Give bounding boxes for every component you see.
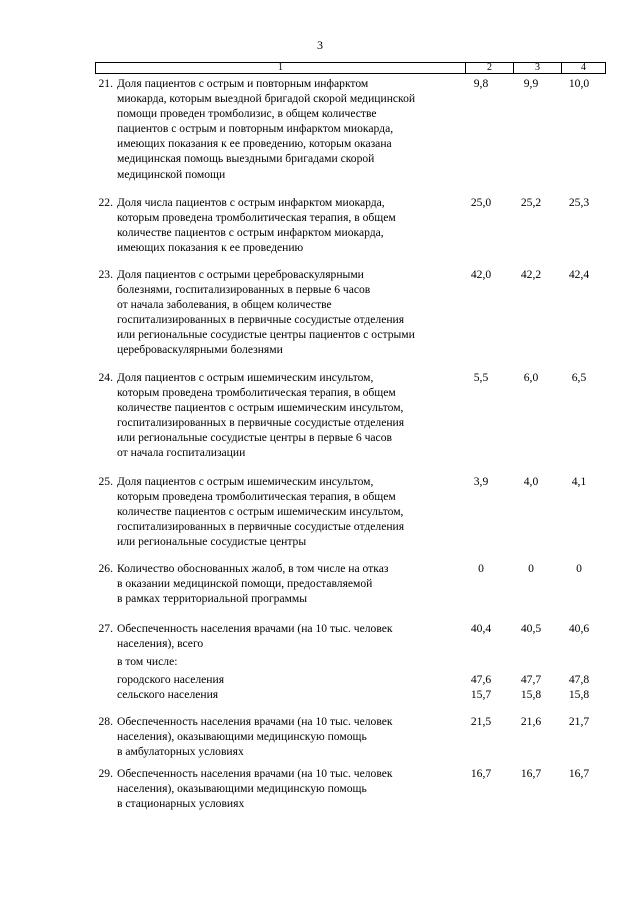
- description-line: госпитализированных в первичные сосудистые отделения: [117, 520, 405, 534]
- value-col-2: 5,5: [473, 371, 489, 384]
- row-description: [117, 672, 462, 687]
- description-line: Обеспеченность населения врачами (на 10 тыс. человек: [117, 767, 393, 780]
- row-description: [117, 474, 462, 549]
- description-line: пациентов с острым и повторным инфарктом миокарда,: [117, 122, 394, 136]
- value-col-4: 10,0: [568, 77, 590, 90]
- value-col-4: 4,1: [571, 475, 587, 488]
- value-col-3: 47,7: [520, 673, 542, 686]
- value-col-4: 42,4: [568, 268, 590, 281]
- row-number: 28.: [98, 715, 113, 728]
- column-header-3: 3: [514, 63, 562, 74]
- row-number: 26.: [98, 562, 113, 575]
- column-header-1: 1: [96, 63, 466, 74]
- description-line: в рамках территориальной программы: [117, 592, 308, 606]
- description-line: медицинской помощи: [117, 167, 226, 181]
- row-description: [117, 714, 462, 759]
- row-description: [117, 687, 462, 702]
- description-line: имеющих показания к ее проведению: [117, 241, 304, 255]
- row-number: 25.: [98, 475, 113, 488]
- value-col-4: 15,8: [568, 688, 590, 701]
- value-col-3: 42,2: [520, 268, 542, 281]
- value-col-3: 9,9: [523, 77, 539, 90]
- value-col-3: 6,0: [523, 371, 539, 384]
- description-line: Количество обоснованных жалоб, в том числе на отказ: [117, 562, 389, 575]
- description-line: населения), всего: [117, 637, 204, 651]
- description-line: от начала госпитализации: [117, 446, 246, 460]
- description-line: или региональные сосудистые центры: [117, 535, 307, 549]
- column-header-2: 2: [466, 63, 514, 74]
- row-number: 23.: [98, 268, 113, 281]
- description-line: медицинская помощь выездными бригадами скорой: [117, 152, 375, 166]
- value-col-2: 21,5: [470, 715, 492, 728]
- description-line: госпитализированных в первичные сосудистые отделения: [117, 416, 405, 430]
- description-line: населения), оказывающими медицинскую помощь: [117, 730, 367, 744]
- value-col-4: 6,5: [571, 371, 587, 384]
- value-col-3: 21,6: [520, 715, 542, 728]
- description-line: или региональные сосудистые центры в первые 6 часов: [117, 431, 392, 445]
- value-col-2: 15,7: [470, 688, 492, 701]
- value-col-4: 16,7: [568, 767, 590, 780]
- row-description: [117, 621, 462, 651]
- description-line: Доля числа пациентов с острым инфарктом миокарда,: [117, 196, 385, 209]
- description-line: от начала заболевания, в общем количестве: [117, 298, 332, 312]
- column-header-4: 4: [562, 63, 606, 74]
- row-number: 27.: [98, 622, 113, 635]
- description-line: в стационарных условиях: [117, 797, 245, 811]
- description-line: Доля пациентов с острым и повторным инфарктом: [117, 77, 369, 90]
- value-col-4: 25,3: [568, 196, 590, 209]
- description-line: которым проведена тромболитическая терапия, в общем: [117, 490, 396, 504]
- value-col-3: 15,8: [520, 688, 542, 701]
- value-col-4: 40,6: [568, 622, 590, 635]
- row-number: 24.: [98, 371, 113, 384]
- value-col-3: 16,7: [520, 767, 542, 780]
- row-description: [117, 267, 462, 358]
- description-line: количестве пациентов с острым ишемическим инсультом,: [117, 505, 404, 519]
- value-col-2: 47,6: [470, 673, 492, 686]
- row-number: 29.: [98, 767, 113, 780]
- description-line: городского населения: [117, 673, 225, 686]
- description-line: имеющих показания к ее проведению, которым оказана: [117, 137, 392, 151]
- description-line: которым проведена тромболитическая терапия, в общем: [117, 211, 396, 225]
- description-line: Обеспеченность населения врачами (на 10 тыс. человек: [117, 622, 393, 635]
- value-col-3: 25,2: [520, 196, 542, 209]
- description-line: населения), оказывающими медицинскую помощь: [117, 782, 367, 796]
- description-line: в оказании медицинской помощи, предоставляемой: [117, 577, 373, 591]
- description-line: количестве пациентов с острым инфарктом миокарда,: [117, 226, 384, 240]
- row-description: [117, 370, 462, 461]
- description-line: миокарда, которым выездной бригадой скорой медицинской: [117, 92, 416, 106]
- value-col-3: 4,0: [523, 475, 539, 488]
- page-number: 3: [317, 38, 323, 52]
- indicator-table-header: [95, 62, 606, 74]
- row-number: 22.: [98, 196, 113, 209]
- value-col-2: 0: [478, 562, 484, 575]
- description-line: в амбулаторных условиях: [117, 745, 244, 759]
- value-col-2: 25,0: [470, 196, 492, 209]
- description-line: которым проведена тромболитическая терапия, в общем: [117, 386, 396, 400]
- row-description: [117, 76, 462, 182]
- description-line: Доля пациентов с острым ишемическим инсультом,: [117, 371, 374, 384]
- value-col-4: 21,7: [568, 715, 590, 728]
- row-number: 21.: [98, 77, 113, 90]
- value-col-2: 42,0: [470, 268, 492, 281]
- value-col-2: 9,8: [473, 77, 489, 90]
- row-description: [117, 654, 462, 669]
- description-line: в том числе:: [117, 655, 178, 668]
- description-line: цереброваскулярными болезнями: [117, 343, 283, 357]
- row-description: [117, 766, 462, 811]
- description-line: Обеспеченность населения врачами (на 10 тыс. человек: [117, 715, 393, 728]
- row-description: [117, 561, 462, 606]
- description-line: Доля пациентов с острыми цереброваскулярными: [117, 268, 364, 281]
- row-description: [117, 195, 462, 255]
- value-col-4: 47,8: [568, 673, 590, 686]
- description-line: госпитализированных в первичные сосудистые отделения: [117, 313, 405, 327]
- description-line: Доля пациентов с острым ишемическим инсультом,: [117, 475, 374, 488]
- description-line: или региональные сосудистые центры пациентов с острыми: [117, 328, 415, 342]
- description-line: помощи проведен тромболизис, в общем количестве: [117, 107, 377, 121]
- value-col-2: 40,4: [470, 622, 492, 635]
- description-line: болезнями, госпитализированных в первые 6 часов: [117, 283, 371, 297]
- description-line: количестве пациентов с острым ишемическим инсультом,: [117, 401, 404, 415]
- value-col-2: 3,9: [473, 475, 489, 488]
- value-col-3: 40,5: [520, 622, 542, 635]
- value-col-4: 0: [576, 562, 582, 575]
- value-col-2: 16,7: [470, 767, 492, 780]
- value-col-3: 0: [528, 562, 534, 575]
- description-line: сельского населения: [117, 688, 219, 701]
